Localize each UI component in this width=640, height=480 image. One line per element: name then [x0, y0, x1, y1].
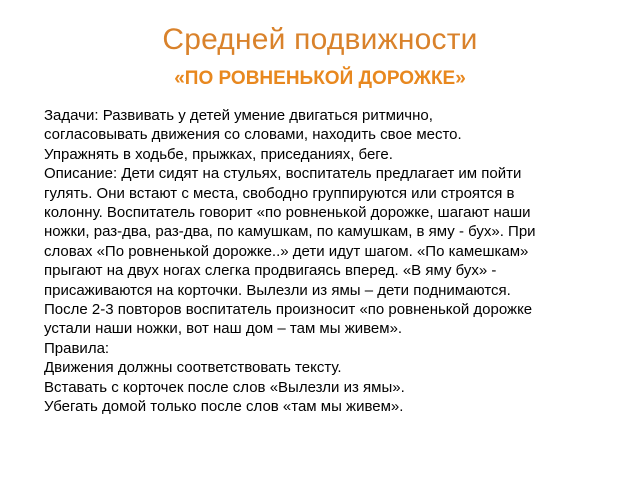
text-line: ножки, раз-два, раз-два, по камушкам, по камушкам, в яму - бух». При [44, 223, 536, 241]
rule-item: Движения должны соответствовать тексту. [44, 359, 342, 377]
text-line: присаживаются на корточки. Вылезли из ямы – дети поднимаются. [44, 281, 511, 299]
slide-subtitle: «ПО РОВНЕНЬКОЙ ДОРОЖКЕ» [174, 68, 466, 89]
text-line: прыгают на двух ногах слегка продвигаясь вперед. «В яму бух» - [44, 262, 497, 280]
text-line: После 2-3 повторов воспитатель произносит «по ровненькой дорожке [44, 301, 533, 319]
text-line: гулять. Они встают с места, свободно группируются или строятся в [44, 184, 515, 202]
text-line: устали наши ножки, вот наш дом – там мы живем». [44, 320, 403, 338]
rule-item: Вставать с корточек после слов «Вылезли из ямы». [44, 378, 405, 396]
rules-heading: Правила: [44, 339, 110, 357]
text-line: Упражнять в ходьбе, прыжках, приседаниях, беге. [44, 145, 393, 163]
rule-item: Убегать домой только после слов «там мы живем». [44, 398, 404, 416]
text-line: словах «По ровненькой дорожке..» дети идут шагом. «По камешкам» [44, 242, 529, 260]
text-line: колонну. Воспитатель говорит «по ровненькой дорожке, шагают наши [44, 204, 531, 222]
text-line: согласовывать движения со словами, находить свое место. [44, 126, 462, 144]
text-line: Задачи: Развивать у детей умение двигаться ритмично, [44, 107, 433, 124]
slide-title: Средней подвижности [162, 23, 478, 56]
slide-body-text [44, 106, 624, 417]
text-line: Описание: Дети сидят на стульях, воспитатель предлагает им пойти [44, 165, 522, 183]
